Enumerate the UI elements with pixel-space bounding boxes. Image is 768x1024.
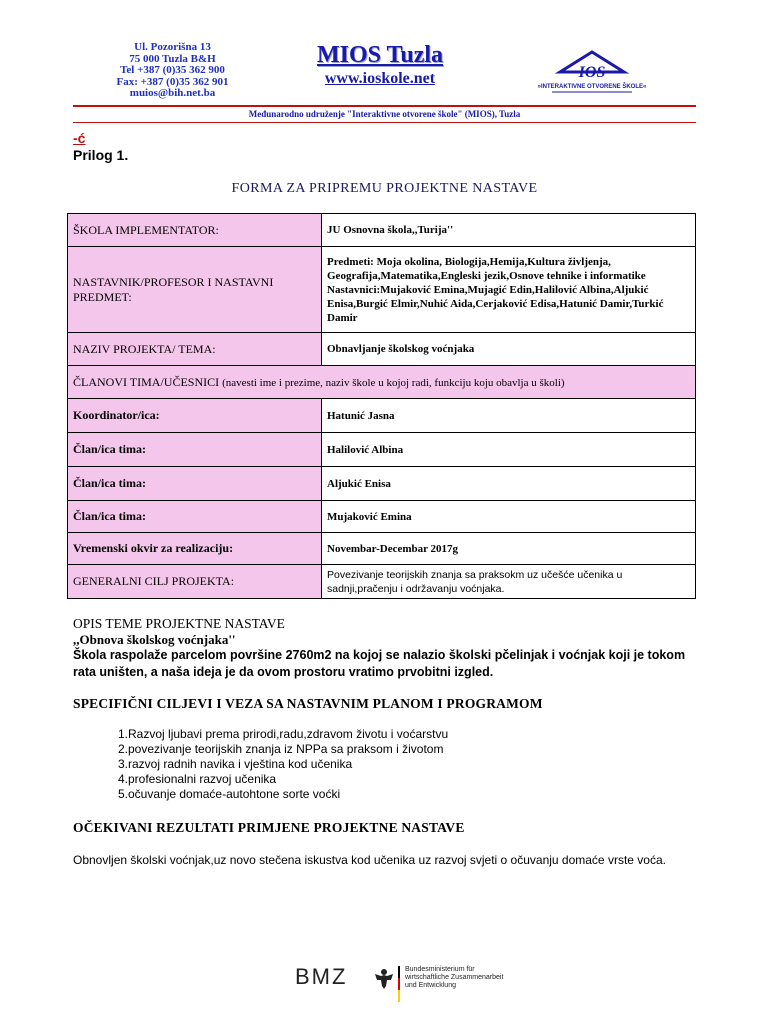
ios-logo: [532, 50, 652, 100]
ministry-line: und Entwicklung: [405, 982, 456, 989]
results-text: Obnovljen školski voćnjak,uz novo stečena iskustva kod učenika uz razvoj svjeti o očuvanju domaće vrste voća.: [73, 853, 666, 867]
members-header: [68, 366, 696, 399]
phone-line: Tel +387 (0)35 362 900: [120, 64, 225, 76]
email-line: muios@bih.net.ba: [129, 87, 216, 99]
list-item: 4.profesionalni razvoj učenika: [118, 772, 277, 786]
association-banner: Međunarodno udruženje "Interaktivne otvorene škole" (MIOS), Tuzla: [73, 105, 696, 123]
members-note: (navesti ime i prezime, naziv škole u kojoj radi, funkciju koju obavlja u školi): [222, 376, 565, 389]
table-row: [68, 366, 696, 399]
teacher-names: Nastavnici:Mujaković Emina,Mujagić Edin,Halilović Albina,Aljukić Enisa,Burgić Elmir,Nuhić Aida,Cerjaković Edisa,Hatunić Damir,Turkić Damir: [327, 283, 664, 324]
opis-title: OPIS TEME PROJEKTNE NASTAVE: [73, 616, 285, 631]
opis-subtitle: ,,Obnova školskog voćnjaka'': [73, 632, 236, 647]
address-line: Ul. Pozorišna 13: [134, 41, 211, 53]
table-row: [68, 333, 696, 366]
ministry-line: Bundesministerium für: [405, 966, 475, 973]
teacher-subjects: Predmeti: Moja okolina, Biologija,Hemija,Kultura življenja, Geografija,Matematika,Engleski jezik,Osnove tehnike i informatike: [327, 255, 646, 282]
org-title: MIOS Tuzla: [316, 42, 444, 68]
teacher-label: NASTAVNIK/PROFESOR I NASTAVNI PREDMET:: [68, 247, 322, 333]
logo-letters: IOS: [578, 64, 606, 81]
project-value: Obnavljanje školskog voćnjaka: [322, 333, 696, 366]
specific-goals-list: [118, 727, 448, 802]
ministry-line: wirtschaftliche Zusammenarbeit: [405, 974, 504, 981]
school-value: JU Osnovna škola,,Turija'': [322, 214, 696, 247]
member-label: Član/ica tima:: [68, 501, 322, 533]
member-value: Aljukić Enisa: [322, 467, 696, 501]
list-item: 2.povezivanje teorijskih znanja iz NPPa sa praksom i životom: [118, 742, 444, 756]
member-value: Mujaković Emina: [322, 501, 696, 533]
timeframe-label: Vremenski okvir za realizaciju:: [68, 533, 322, 565]
table-row: [68, 501, 696, 533]
coordinator-label: Koordinator/ica:: [68, 399, 322, 433]
org-brand: [280, 42, 480, 89]
ministry-name: [405, 966, 525, 990]
table-row: [68, 565, 696, 599]
school-label: ŠKOLA IMPLEMENTATOR:: [68, 214, 322, 247]
table-row: [68, 247, 696, 333]
list-item: 1.Razvoj ljubavi prema prirodi,radu,zdravom životu i voćarstvu: [118, 727, 449, 741]
table-row: [68, 467, 696, 501]
table-row: [68, 533, 696, 565]
member-label: Član/ica tima:: [68, 467, 322, 501]
results-title: OČEKIVANI REZULTATI PRIMJENE PROJEKTNE NASTAVE: [73, 820, 465, 835]
attachment-label: Prilog 1.: [73, 147, 129, 163]
org-url-link[interactable]: www.ioskole.net: [324, 70, 436, 87]
logo-caption: »INTERAKTIVNE OTVORENE ŠKOLE«: [537, 84, 647, 90]
members-label: ČLANOVI TIMA/UČESNICI: [73, 374, 220, 389]
table-row: [68, 433, 696, 467]
member-label: Član/ica tima:: [68, 433, 322, 467]
eagle-icon: [373, 966, 395, 990]
teacher-value: [322, 247, 696, 333]
city-line: 75 000 Tuzla B&H: [129, 52, 216, 65]
project-table: [67, 213, 696, 599]
opis-text: Škola raspolaže parcelom površine 2760m2 na kojoj se nalazio školski pčelinjak i voćnjak koji je tokom rata uništen, a naša ideja je da ovom prostoru vratimo prvobitni izgled.: [73, 648, 686, 679]
timeframe-value: Novembar-Decembar 2017g: [322, 533, 696, 565]
list-item: 5.očuvanje domaće-autohtone sorte voćki: [118, 787, 341, 801]
member-value: Halilović Albina: [322, 433, 696, 467]
table-row: [68, 399, 696, 433]
form-title: FORMA ZA PRIPREMU PROJEKTNE NASTAVE: [231, 181, 538, 196]
marker-text: -ć: [73, 130, 86, 146]
project-label: NAZIV PROJEKTA/ TEMA:: [68, 333, 322, 366]
list-item: 3.razvoj radnih navika i vještina kod učenika: [118, 757, 353, 771]
contact-block: [95, 42, 250, 100]
german-flag-stripe: [398, 966, 400, 1002]
coordinator-value: Hatunić Jasna: [322, 399, 696, 433]
specific-goals-title: SPECIFIČNI CILJEVI I VEZA SA NASTAVNIM PLANOM I PROGRAMOM: [73, 696, 543, 711]
bmz-logo-text: BMZ: [295, 964, 348, 989]
goal-value: Povezivanje teorijskih znanja sa praksokm uz učešće učenika u sadnji,pračenju i održavanju voćnjaka.: [322, 565, 696, 599]
table-row: [68, 214, 696, 247]
attachment-heading: [73, 130, 128, 164]
fax-line: Fax: +387 (0)35 362 901: [116, 75, 229, 88]
goal-label: GENERALNI CILJ PROJEKTA:: [68, 565, 322, 599]
